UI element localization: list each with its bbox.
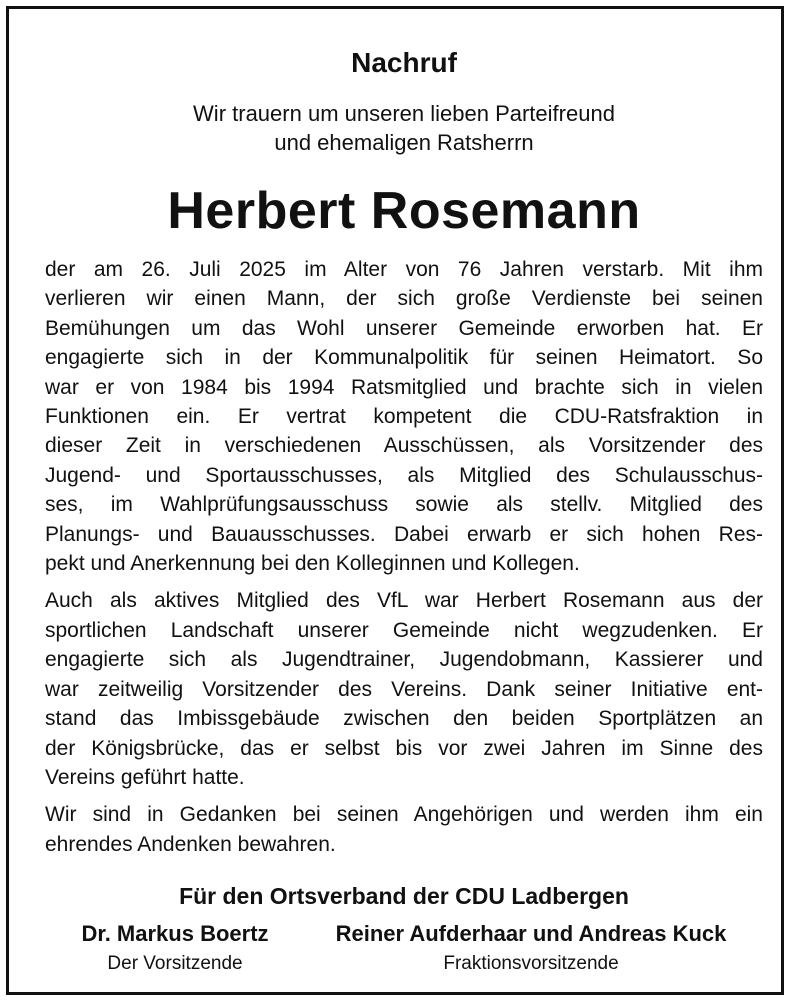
- text-line: Planungs- und Bauausschusses. Dabei erwarb er sich hohen Res-: [45, 522, 763, 546]
- text-line: dieser Zeit in verschiedenen Ausschüssen, als Vorsitzender des: [45, 434, 763, 458]
- text-line: sportlichen Landschaft unserer Gemeinde nicht wegzudenken. Er: [45, 618, 763, 642]
- text-line: Auch als aktives Mitglied des VfL war Herbert Rosemann aus der: [45, 589, 763, 613]
- text-line: verlieren wir einen Mann, der sich große Verdienste bei seinen: [45, 287, 763, 311]
- deceased-name: Herbert Rosemann: [167, 182, 641, 240]
- signer-chairman: [45, 919, 305, 979]
- intro-line: und ehemaligen Ratsherrn: [274, 130, 534, 155]
- text-line: war zeitweilig Vorsitzender des Vereins. Dank seiner Initiative ent-: [45, 677, 763, 701]
- intro-text: [45, 99, 763, 157]
- text-line: der am 26. Juli 2025 im Alter von 76 Jahren verstarb. Mit ihm: [45, 258, 763, 281]
- signatories: [45, 919, 763, 979]
- signer-name: Dr. Markus Boertz: [81, 921, 269, 946]
- text-line: war er von 1984 bis 1994 Ratsmitglied und brachte sich in vielen: [45, 375, 763, 399]
- obituary-body: [45, 255, 763, 867]
- text-line: Funktionen ein. Er vertrat kompetent die CDU-Ratsfraktion in: [45, 405, 763, 429]
- signer-faction-leaders: [311, 919, 751, 979]
- text-line: ses, im Wahlprüfungsausschuss sowie als stellv. Mitglied des: [45, 493, 763, 517]
- obituary-heading: Nachruf: [351, 47, 457, 78]
- signer-role: Fraktionsvorsitzende: [443, 953, 619, 974]
- paragraph-closing: [45, 800, 763, 859]
- text-line: ehrendes Andenken bewahren.: [45, 832, 336, 856]
- text-line: Bemühungen um das Wohl unserer Gemeinde erworben hat. Er: [45, 316, 763, 340]
- text-line: engagierte sich in der Kommunalpolitik für seinen Heimatort. So: [45, 346, 763, 370]
- text-line: Vereins geführt hatte.: [45, 765, 245, 789]
- text-line: stand das Imbissgebäude zwischen den beiden Sportplätzen an: [45, 707, 763, 731]
- signer-role: Der Vorsitzende: [107, 953, 243, 974]
- text-line: pekt und Anerkennung bei den Kolleginnen und Kollegen.: [45, 552, 580, 576]
- paragraph-career: [45, 255, 763, 578]
- paragraph-sports: [45, 586, 763, 792]
- text-line: engagierte sich als Jugendtrainer, Jugendobmann, Kassierer und: [45, 648, 763, 672]
- intro-line: Wir trauern um unseren lieben Parteifreund: [193, 101, 615, 126]
- text-line: Jugend- und Sportausschusses, als Mitglied des Schulausschus-: [45, 463, 763, 487]
- text-line: der Königsbrücke, das er selbst bis vor zwei Jahren im Sinne des: [45, 736, 763, 760]
- organization-line: Für den Ortsverband der CDU Ladbergen: [179, 883, 629, 909]
- obituary-frame: [6, 6, 784, 995]
- signer-name: Reiner Aufderhaar und Andreas Kuck: [335, 921, 727, 946]
- text-line: Wir sind in Gedanken bei seinen Angehörigen und werden ihm ein: [45, 803, 763, 827]
